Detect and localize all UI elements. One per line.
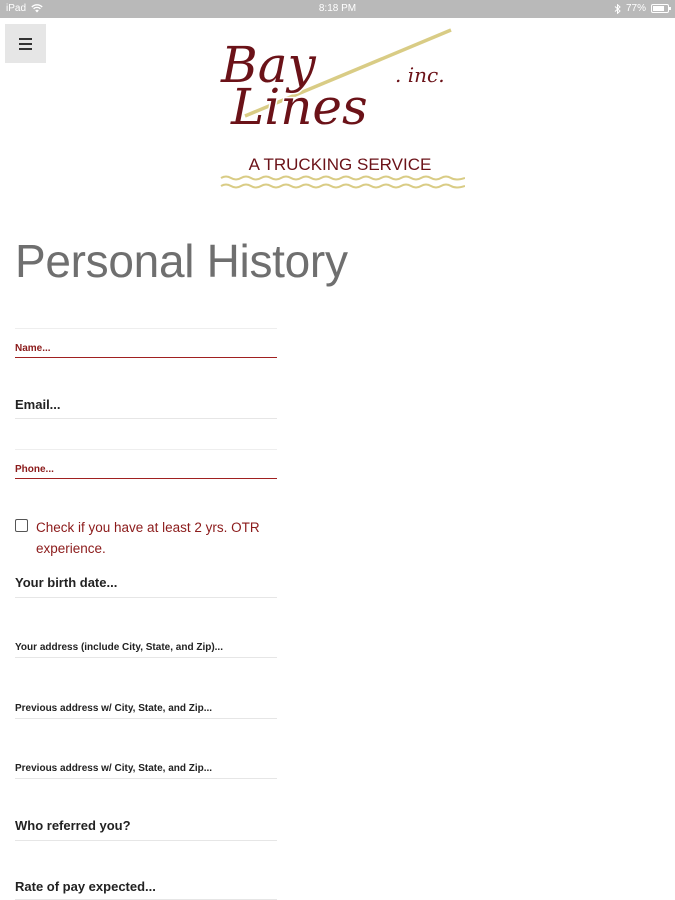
email-input[interactable] [15,397,277,412]
name-input[interactable] [15,343,277,354]
rate-of-pay-field [15,878,277,900]
logo-tagline: A TRUCKING SERVICE [248,155,432,174]
referred-by-field [15,817,277,841]
hamburger-icon-bar [19,43,32,45]
email-field [15,396,277,419]
battery-percent: 77% [625,3,646,14]
phone-input[interactable] [15,464,277,475]
previous-address-2-field [15,758,277,779]
birth-date-input[interactable] [15,575,277,590]
referred-by-input[interactable] [15,818,277,833]
logo-wave-top [221,177,465,180]
battery-cap [669,7,671,10]
birth-date-field [15,574,277,598]
otr-experience-row [15,517,295,559]
previous-address-1-field [15,698,277,719]
bluetooth-icon [614,4,621,14]
logo-suffix: . inc. [395,63,445,87]
address-input[interactable] [15,642,277,653]
menu-button[interactable] [5,24,46,63]
logo-wave-bottom [221,185,465,188]
battery-icon [651,4,669,13]
bay-lines-logo [215,18,465,196]
battery-fill [653,6,664,11]
previous-address-2-input[interactable] [15,763,277,774]
page-title: Personal History [15,235,348,287]
hamburger-icon-bar [19,38,32,40]
hamburger-icon-bar [19,48,32,50]
otr-experience-label: Check if you have at least 2 yrs. OTR experience. [36,520,260,556]
rate-of-pay-input[interactable] [15,879,277,894]
address-field [15,637,277,658]
previous-address-1-input[interactable] [15,703,277,714]
status-bar [0,0,675,18]
logo-wordmark-bottom: Lines [231,78,368,136]
status-right [614,3,669,14]
phone-field [15,459,277,479]
status-time: 8:18 PM [318,3,357,14]
logo-wordmark-top: Bay [221,36,316,94]
otr-experience-checkbox[interactable] [15,519,28,532]
name-field [15,338,277,358]
device-label: iPad [6,3,27,14]
